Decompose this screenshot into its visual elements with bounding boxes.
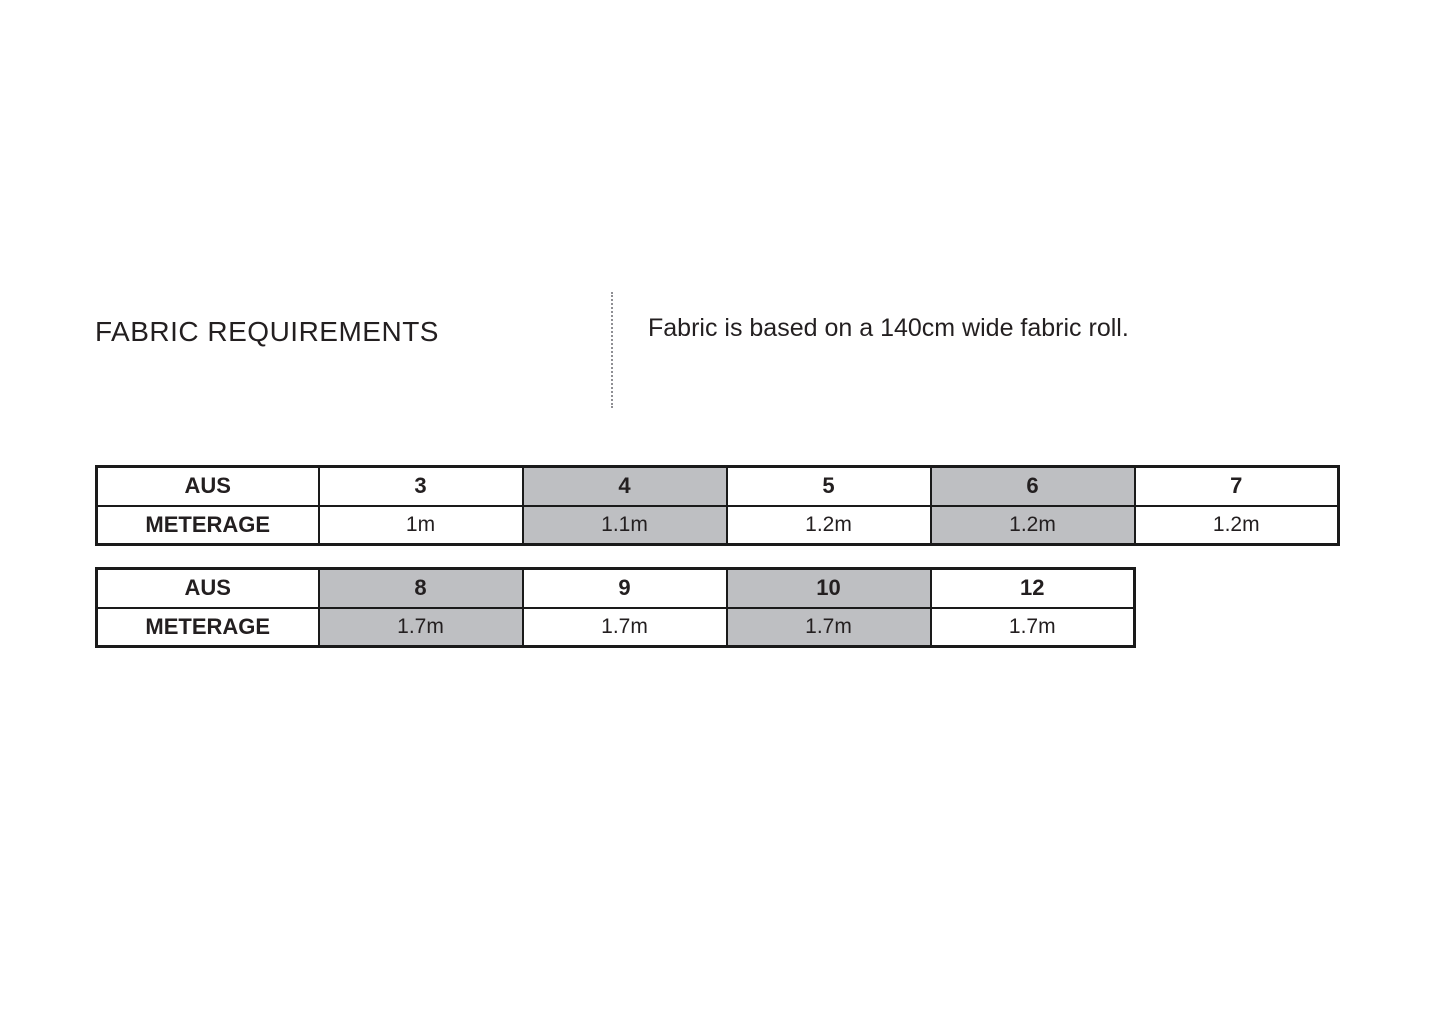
fabric-roll-note: Fabric is based on a 140cm wide fabric roll. — [648, 314, 1129, 342]
meterage-cell: 1.2m — [1135, 506, 1339, 545]
size-cell: 12 — [931, 569, 1135, 608]
aus-row-header: AUS — [97, 569, 319, 608]
size-cell: 9 — [523, 569, 727, 608]
meterage-cell: 1.1m — [523, 506, 727, 545]
size-cell: 3 — [319, 467, 523, 506]
dotted-vertical-divider — [611, 292, 613, 408]
size-cell: 4 — [523, 467, 727, 506]
table-row — [97, 569, 1135, 608]
meterage-cell: 1m — [319, 506, 523, 545]
size-cell: 8 — [319, 569, 523, 608]
table-row — [97, 506, 1339, 545]
meterage-row-header: METERAGE — [97, 608, 319, 647]
size-cell: 6 — [931, 467, 1135, 506]
meterage-cell: 1.2m — [931, 506, 1135, 545]
fabric-requirements-table-sizes-3-7 — [95, 465, 1340, 546]
meterage-cell: 1.7m — [727, 608, 931, 647]
table-row — [97, 467, 1339, 506]
size-cell: 7 — [1135, 467, 1339, 506]
size-cell: 5 — [727, 467, 931, 506]
meterage-cell: 1.7m — [319, 608, 523, 647]
aus-row-header: AUS — [97, 467, 319, 506]
meterage-cell: 1.2m — [727, 506, 931, 545]
size-cell: 10 — [727, 569, 931, 608]
meterage-cell: 1.7m — [523, 608, 727, 647]
meterage-row-header: METERAGE — [97, 506, 319, 545]
meterage-cell: 1.7m — [931, 608, 1135, 647]
table-row — [97, 608, 1135, 647]
fabric-requirements-table-sizes-8-12 — [95, 567, 1136, 648]
fabric-requirements-title: FABRIC REQUIREMENTS — [95, 316, 439, 347]
